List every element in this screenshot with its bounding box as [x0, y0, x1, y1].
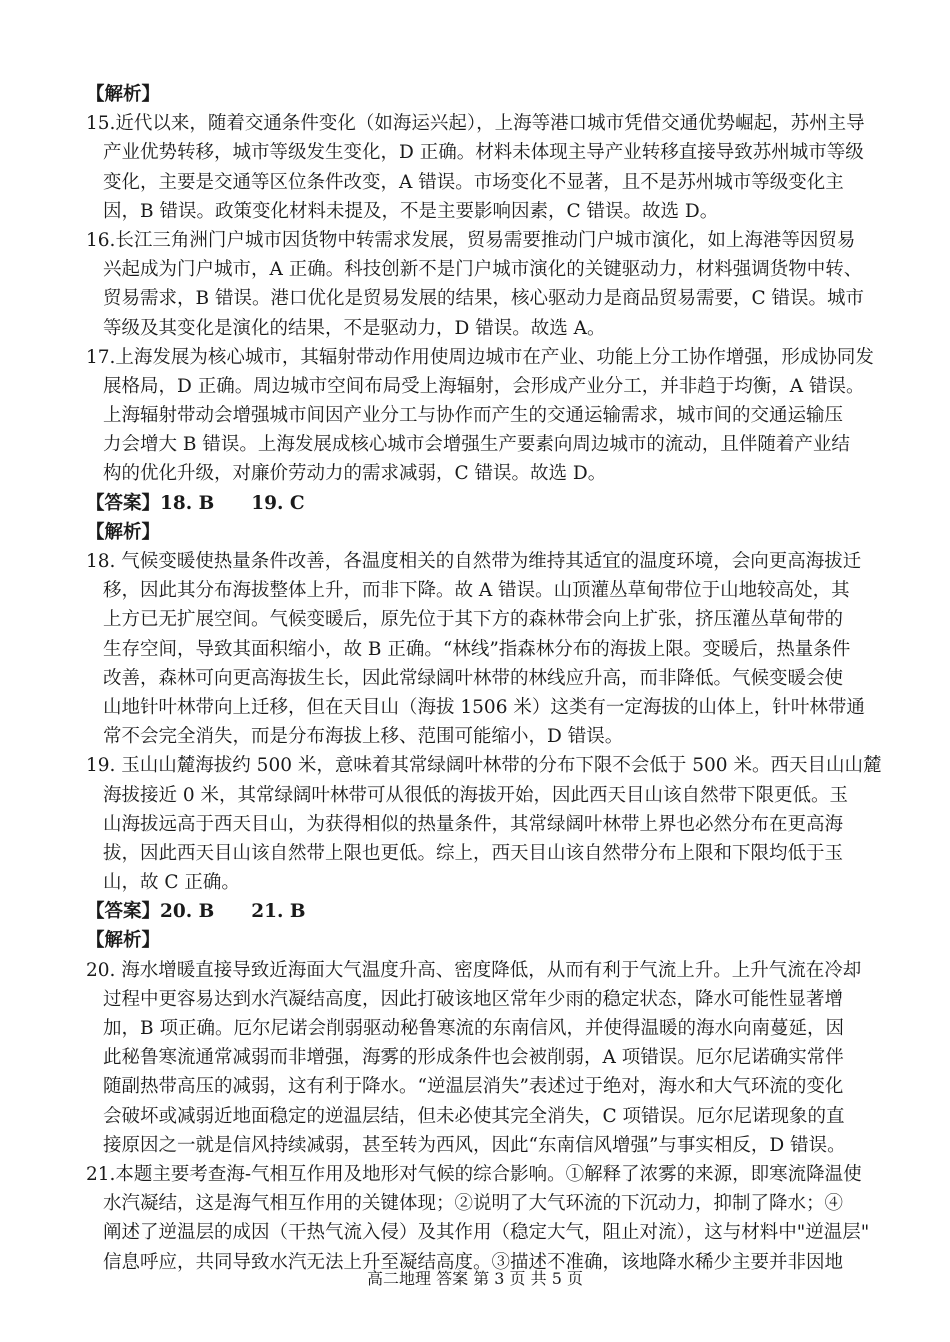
text-line: 产业优势转移，城市等级发生变化，D 正确。材料未体现主导产业转移直接导致苏州城市等级 — [103, 142, 864, 164]
text-line: 19. 玉山山麓海拔约 500 米，意味着其常绿阔叶林带的分布下限不会低于 500 米。西天目山山麓 — [86, 755, 882, 777]
text-line: 生存空间，导致其面积缩小，故 B 正确。“林线”指森林分布的海拔上限。变暖后，热量条件 — [103, 638, 851, 660]
text-line: 等级及其变化是演化的结果，不是驱动力，D 错误。故选 A。 — [103, 317, 606, 339]
text-line: 20. 海水增暖直接导致近海面大气温度升高、密度降低，从而有利于气流上升。上升气流在冷却 — [86, 959, 862, 981]
text-line: 接原因之一就是信风持续减弱，甚至转为西风，因此“东南信风增强”与事实相反，D 错误。 — [103, 1134, 846, 1156]
text-line: 【解析】 — [86, 521, 161, 543]
text-line: 改善，森林可向更高海拔生长，因此常绿阔叶林带的林线应升高，而非降低。气候变暖会使 — [103, 667, 844, 689]
page-content — [86, 80, 882, 1277]
text-line: 山，故 C 正确。 — [103, 872, 240, 894]
text-line: 会破坏或减弱近地面稳定的逆温层结，但未必使其完全消失，C 项错误。厄尔尼诺现象的直 — [103, 1105, 845, 1127]
text-line: 加，B 项正确。厄尔尼诺会削弱驱动秘鲁寒流的东南信风，并使得温暖的海水向南蔓延，因 — [103, 1018, 844, 1039]
text-line: 因，B 错误。政策变化材料未提及，不是主要影响因素，C 错误。故选 D。 — [103, 200, 719, 222]
text-line: 拔，因此西天目山该自然带上限也更低。综上，西天目山该自然带分布上限和下限均低于玉 — [103, 842, 844, 864]
text-line: 16.长江三角洲门户城市因货物中转需求发展，贸易需要推动门户城市演化，如上海港等因贸易 — [86, 229, 856, 251]
text-line: 21.本题主要考查海-气相互作用及地形对气候的综合影响。①解释了浓雾的来源，即寒流降温使 — [86, 1163, 862, 1185]
text-line: 过程中更容易达到水汽凝结高度，因此打破该地区常年少雨的稳定状态，降水可能性显著增 — [103, 988, 844, 1010]
text-line: 力会增大 B 错误。上海发展成核心城市会增强生产要素向周边城市的流动，且伴随着产业结 — [103, 434, 850, 456]
page-footer: 高二地理 答案 第 3 页 共 5 页 — [367, 1269, 583, 1288]
text-line: 【解析】 — [86, 930, 161, 952]
text-line: 信息呼应，共同导致水汽无法上升至凝结高度。③描述不准确，该地降水稀少主要并非因地 — [103, 1251, 844, 1273]
text-line: 上海辐射带动会增强城市间因产业分工与协作而产生的交通运输需求，城市间的交通运输压 — [103, 405, 844, 427]
text-line: 阐述了逆温层的成因（干热气流入侵）及其作用（稳定大气，阻止对流），这与材料中"逆温层" — [103, 1222, 870, 1244]
text-line: 常不会完全消失，而是分布海拔上移、范围可能缩小，D 错误。 — [103, 726, 624, 748]
text-line: 【答案】18. B 19. C — [86, 492, 305, 514]
text-line: 移，因此其分布海拔整体上升，而非下降。故 A 错误。山顶灌丛草甸带位于山地较高处，其 — [103, 580, 850, 602]
text-line: 海拔接近 0 米，其常绿阔叶林带可从很低的海拔开始，因此西天目山该自然带下限更低。玉 — [103, 784, 849, 806]
text-line: 17.上海发展为核心城市，其辐射带动作用使周边城市在产业、功能上分工协作增强，形成协同发 — [86, 346, 874, 368]
text-line: 15.近代以来，随着交通条件变化（如海运兴起），上海等港口城市凭借交通优势崛起，苏州主导 — [86, 113, 865, 135]
text-line: 兴起成为门户城市，A 正确。科技创新不是门户城市演化的关键驱动力，材料强调货物中转、 — [103, 259, 863, 281]
text-line: 18. 气候变暖使热量条件改善，各温度相关的自然带为维持其适宜的温度环境，会向更高海拔迁 — [86, 551, 862, 572]
text-line: 上方已无扩展空间。气候变暖后，原先位于其下方的森林带会向上扩张，挤压灌丛草甸带的 — [103, 609, 844, 631]
text-line: 构的优化升级，对廉价劳动力的需求减弱，C 错误。故选 D。 — [103, 463, 607, 485]
text-line: 山地针叶林带向上迁移，但在天目山（海拔 1506 米）这类有一定海拔的山体上，针叶林带通 — [103, 696, 865, 718]
text-line: 【答案】20. B 21. B — [86, 901, 306, 923]
text-line: 水汽凝结，这是海气相互作用的关键体现；②说明了大气环流的下沉动力，抑制了降水；④ — [103, 1193, 844, 1215]
text-line: 贸易需求，B 错误。港口优化是贸易发展的结果，核心驱动力是商品贸易需要，C 错误。城市 — [103, 288, 865, 310]
text-line: 【解析】 — [86, 84, 161, 105]
text-line: 山海拔远高于西天目山，为获得相似的热量条件，其常绿阔叶林带上界也必然分布在更高海 — [103, 813, 844, 835]
text-line: 变化，主要是交通等区位条件改变，A 错误。市场变化不显著，且不是苏州城市等级变化主 — [103, 171, 844, 193]
text-line: 随副热带高压的减弱，这有利于降水。“逆温层消失”表述过于绝对，海水和大气环流的变化 — [103, 1076, 844, 1098]
text-line: 展格局，D 正确。周边城市空间布局受上海辐射，会形成产业分工，并非趋于均衡，A 错误。 — [103, 375, 865, 397]
text-line: 此秘鲁寒流通常减弱而非增强，海雾的形成条件也会被削弱，A 项错误。厄尔尼诺确实常伴 — [103, 1047, 844, 1069]
